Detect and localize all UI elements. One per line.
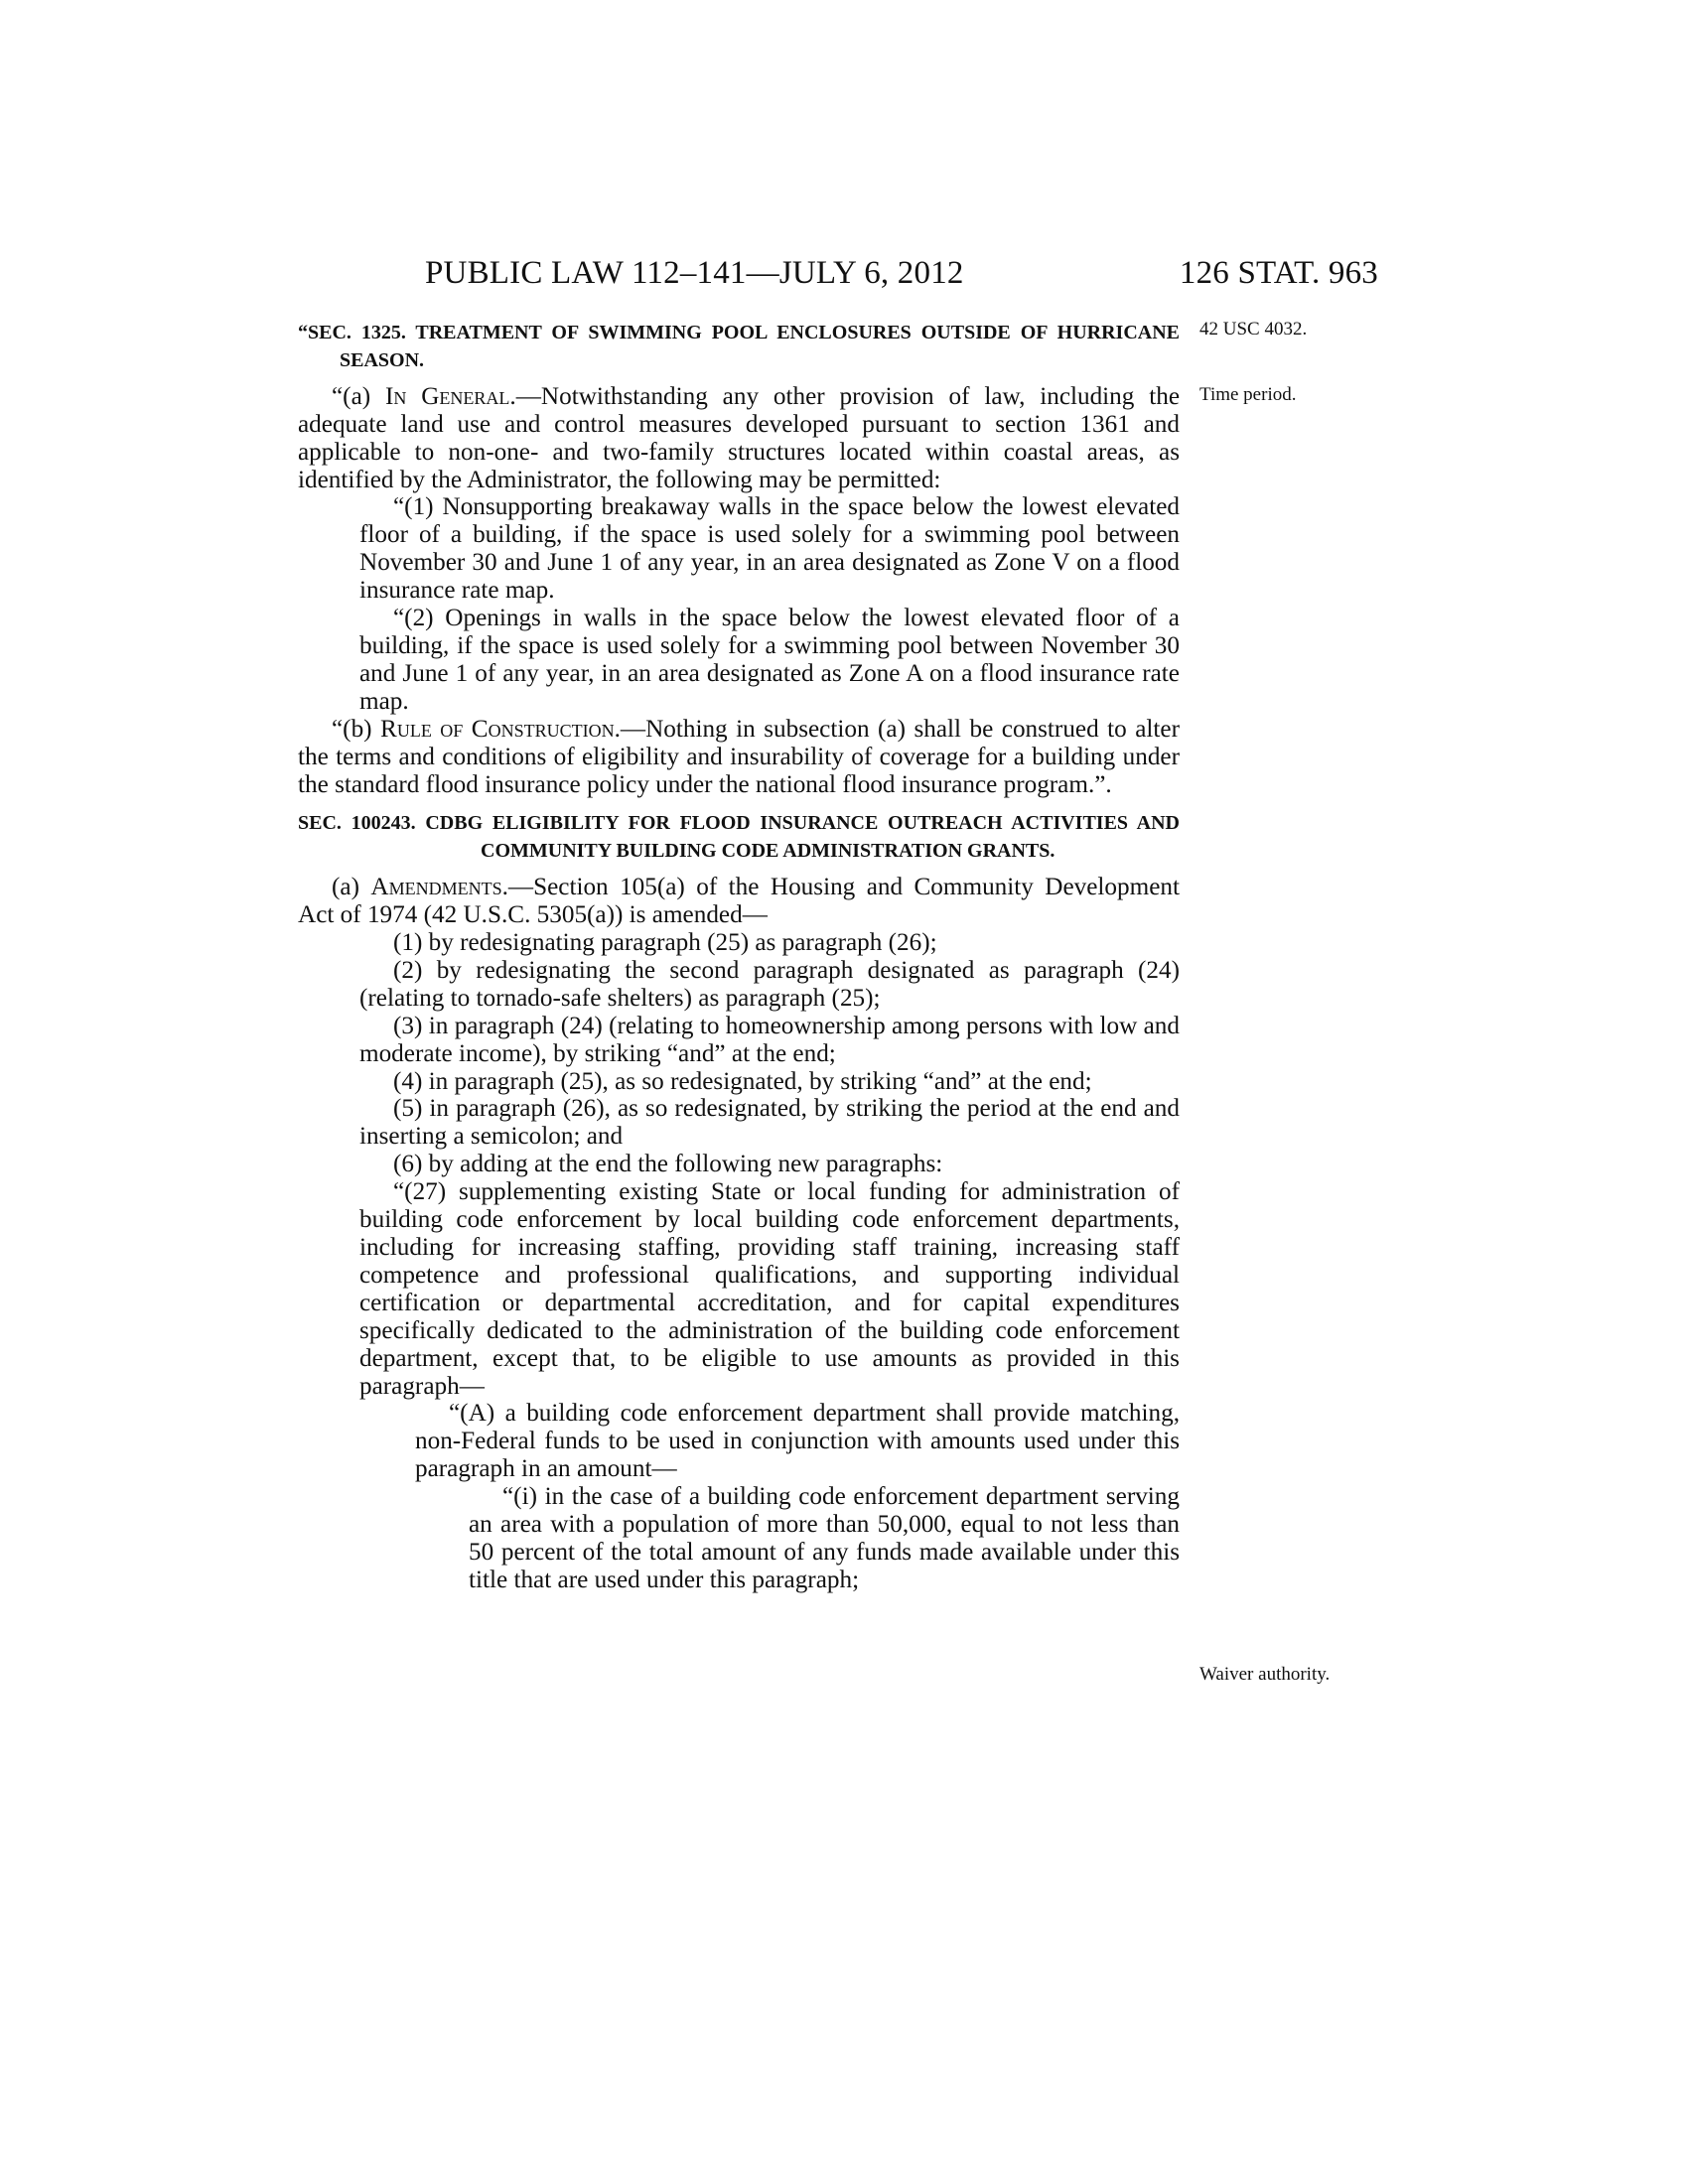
paragraph-1: “(1) Nonsupporting breakaway walls in the space below the lowest elevated floor of a building, if the space is used solely for a swimming pool between November 30 and June 1 of any year, in an area designated as Zone V on a flood insurance rate map.: [359, 493, 1180, 605]
section-1325-heading: “SEC. 1325. TREATMENT OF SWIMMING POOL ENCLOSURES OUTSIDE OF HURRICANE SEASON.: [298, 322, 1180, 371]
amendment-item: (2) by redesignating the second paragraph designated as paragraph (24) (relating to tornado-safe shelters) as paragraph (25);: [359, 956, 1180, 1012]
paragraph-2: “(2) Openings in walls in the space below the lowest elevated floor of a building, if the space is used solely for a swimming pool between November 30 and June 1 of any year, in an area designated as Zone A on a flood insurance rate map.: [359, 605, 1180, 715]
amendment-item: (5) in paragraph (26), as so redesignated, by striking the period at the end and inserting a semicolon; and: [359, 1095, 1180, 1151]
subparagraph-a: “(A) a building code enforcement department shall provide matching, non-Federal funds to be used in conjunction with amounts used under this paragraph in an amount—: [415, 1400, 1180, 1483]
clause-i: “(i) in the case of a building code enforcement department serving an area with a population of more than 50,000, equal to not less than 50 percent of the total amount of any funds made available under this title that are used under this paragraph;: [469, 1483, 1180, 1593]
section-100243-heading: SEC. 100243. CDBG ELIGIBILITY FOR FLOOD INSURANCE OUTREACH ACTIVITIES AND COMMUNITY BUILDING CODE ADMINISTRATION GRANTS.: [298, 812, 1180, 863]
header-stat-page: 126 STAT. 963: [1179, 255, 1378, 291]
margin-note-waiver: Waiver authority.: [1199, 1664, 1331, 1685]
subsection-a-general: “(a) In General.—Notwithstanding any other provision of law, including the adequate land use and control measures developed pursuant to section 1361 and applicable to non-one- and two-family structures located within coastal areas, as identified by the Administrator, the following may be permitted:: [298, 382, 1180, 493]
subsection-heading: Amendments: [370, 874, 502, 901]
subsection-heading: In General: [385, 382, 510, 410]
margin-note-usc: 42 USC 4032.: [1199, 319, 1308, 340]
header-title: PUBLIC LAW 112–141—JULY 6, 2012: [425, 255, 964, 291]
document-body: [298, 320, 1180, 1594]
subsection-b-rule: “(b) Rule of Construction.—Nothing in subsection (a) shall be construed to alter the terms and conditions of eligibility and insurability of coverage for a building under the standard flood insurance policy under the national flood insurance program.”.: [298, 715, 1180, 798]
amendment-item: (1) by redesignating paragraph (25) as paragraph (26);: [393, 929, 937, 957]
amendment-item: (4) in paragraph (25), as so redesignated, by striking “and” at the end;: [393, 1067, 1092, 1095]
amendment-item: (6) by adding at the end the following new paragraphs:: [393, 1151, 943, 1178]
amendment-item: (3) in paragraph (24) (relating to homeownership among persons with low and moderate income), by striking “and” at the end;: [359, 1012, 1180, 1067]
paragraph-27: “(27) supplementing existing State or local funding for administration of building code enforcement by local building code enforcement departments, including for increasing staffing, providing staff training, increasing staff competence and professional qualifications, and supporting individual certification or departmental accreditation, and for capital expenditures specifically dedicated to the administration of the building code enforcement department, except that, to be eligible to use amounts as provided in this paragraph—: [359, 1178, 1180, 1400]
subsection-a-amendments: (a) Amendments.—Section 105(a) of the Housing and Community Development Act of 1974 (42 U.S.C. 5305(a)) is amended—: [298, 874, 1180, 929]
subsection-heading: Rule of Construction: [380, 715, 615, 743]
page-header: [425, 251, 1378, 295]
margin-note-time-period: Time period.: [1199, 384, 1297, 405]
